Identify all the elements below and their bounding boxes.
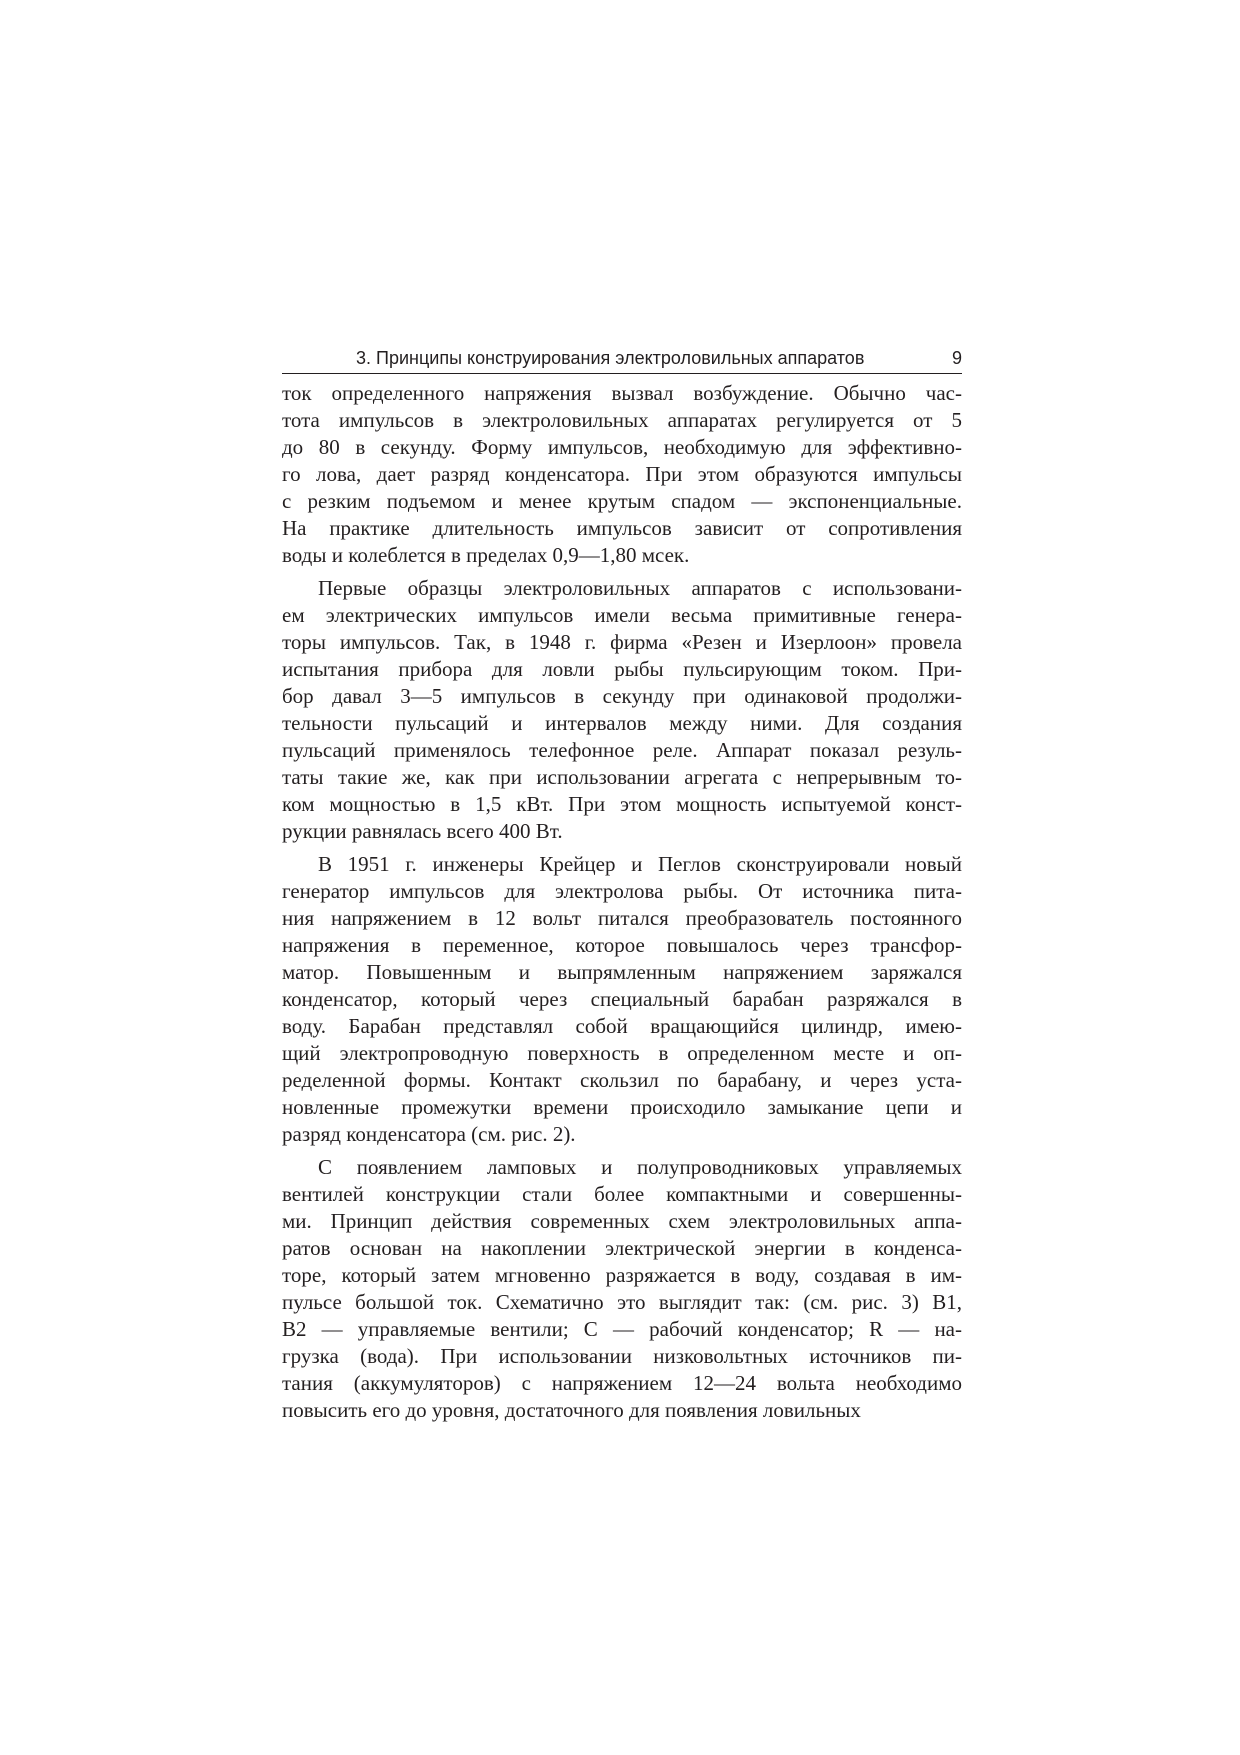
text-line: ми. Принцип действия современных схем электроловильных аппа- <box>282 1209 962 1233</box>
text-line: тота импульсов в электроловильных аппаратах регулируется от 5 <box>282 408 962 432</box>
text-line: ком мощностью в 1,5 кВт. При этом мощность испытуемой конст- <box>282 792 962 816</box>
text-line: воду. Барабан представлял собой вращающийся цилиндр, имею- <box>282 1014 962 1038</box>
text-line: с резким подъемом и менее крутым спадом — экспоненциальные. <box>282 489 962 513</box>
paragraph <box>282 1154 962 1424</box>
text-line: Первые образцы электроловильных аппаратов с использовани- <box>318 576 962 600</box>
text-line: ния напряжением в 12 вольт питался преобразователь постоянного <box>282 906 962 930</box>
text-line: напряжения в переменное, которое повышалось через трансфор- <box>282 933 962 957</box>
text-line: тельности пульсаций и интервалов между ними. Для создания <box>282 711 962 735</box>
text-line: пульсе большой ток. Схематично это выглядит так: (см. рис. 3) B1, <box>282 1290 962 1314</box>
text-line: С появлением ламповых и полупроводниковых управляемых <box>318 1155 962 1179</box>
text-line: тания (аккумуляторов) с напряжением 12—24 вольта необходимо <box>282 1371 962 1395</box>
text-line: воды и колеблется в пределах 0,9—1,80 мсек. <box>282 543 690 567</box>
text-line: ратов основан на накоплении электрической энергии в конденса- <box>282 1236 962 1260</box>
text-line: рукции равнялась всего 400 Вт. <box>282 819 563 843</box>
text-line: генератор импульсов для электролова рыбы. От источника пита- <box>282 879 962 903</box>
text-line: торы импульсов. Так, в 1948 г. фирма «Резен и Изерлоон» провела <box>282 630 962 654</box>
page-number: 9 <box>951 348 962 368</box>
book-page <box>282 348 962 1430</box>
running-header <box>282 348 962 374</box>
text-line: повысить его до уровня, достаточного для появления ловильных <box>282 1398 861 1422</box>
chapter-title: 3. Принципы конструирования электроловильных аппаратов <box>356 348 865 368</box>
text-line: таты такие же, как при использовании агрегата с непрерывным то- <box>282 765 962 789</box>
text-line: щий электропроводную поверхность в определенном месте и оп- <box>282 1041 962 1065</box>
text-line: На практике длительность импульсов зависит от сопротивления <box>282 516 962 540</box>
text-line: го лова, дает разряд конденсатора. При этом образуются импульсы <box>282 462 962 486</box>
text-line: ем электрических импульсов имели весьма примитивные генера- <box>282 603 962 627</box>
text-line: до 80 в секунду. Форму импульсов, необходимую для эффективно- <box>282 435 962 459</box>
text-line: пульсаций применялось телефонное реле. Аппарат показал резуль- <box>282 738 962 762</box>
text-line: грузка (вода). При использовании низковольтных источников пи- <box>282 1344 962 1368</box>
paragraph <box>282 575 962 845</box>
text-line: вентилей конструкции стали более компактными и совершенны- <box>282 1182 962 1206</box>
text-line: конденсатор, который через специальный барабан разряжался в <box>282 987 962 1011</box>
text-line: торе, который затем мгновенно разряжается в воду, создавая в им- <box>282 1263 962 1287</box>
text-line: ток определенного напряжения вызвал возбуждение. Обычно час- <box>282 381 962 405</box>
paragraph <box>282 851 962 1148</box>
text-line: В 1951 г. инженеры Крейцер и Пеглов сконструировали новый <box>318 852 962 876</box>
paragraph <box>282 380 962 569</box>
text-line: ределенной формы. Контакт скользил по барабану, и через уста- <box>282 1068 962 1092</box>
text-line: испытания прибора для ловли рыбы пульсирующим током. При- <box>282 657 962 681</box>
body-text <box>282 380 962 1424</box>
text-line: разряд конденсатора (см. рис. 2). <box>282 1122 576 1146</box>
text-line: бор давал 3—5 импульсов в секунду при одинаковой продолжи- <box>282 684 962 708</box>
text-line: новленные промежутки времени происходило замыкание цепи и <box>282 1095 962 1119</box>
text-line: матор. Повышенным и выпрямленным напряжением заряжался <box>282 960 962 984</box>
text-line: B2 — управляемые вентили; C — рабочий конденсатор; R — на- <box>282 1317 962 1341</box>
